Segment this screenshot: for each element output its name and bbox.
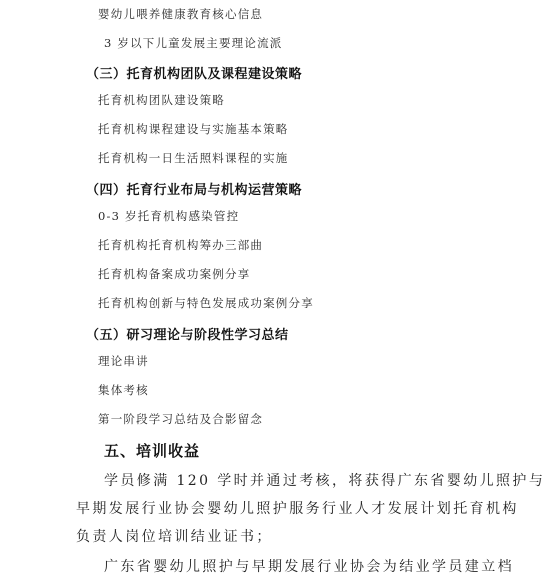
list-item: 托育机构课程建设与实施基本策略 — [98, 122, 289, 136]
list-item: 婴幼儿喂养健康教育核心信息 — [98, 7, 264, 21]
section-title: 五、培训收益 — [104, 442, 201, 460]
list-item: 托育机构备案成功案例分享 — [98, 267, 251, 281]
list-item: 托育机构创新与特色发展成功案例分享 — [98, 296, 314, 310]
list-item: 托育机构团队建设策略 — [98, 93, 225, 107]
list-item: 第一阶段学习总结及合影留念 — [98, 412, 264, 426]
paragraph-line: 早期发展行业协会婴幼儿照护服务行业人才发展计划托育机构 — [76, 501, 519, 517]
list-item: 托育机构一日生活照料课程的实施 — [98, 151, 289, 165]
subsection-heading: （三）托育机构团队及课程建设策略 — [86, 67, 303, 82]
paragraph-line: 负责人岗位培训结业证书； — [76, 529, 273, 545]
paragraph-line: 广东省婴幼儿照护与早期发展行业协会为结业学员建立档 — [104, 559, 514, 575]
list-item: 托育机构托育机构筹办三部曲 — [98, 238, 264, 252]
list-item: 理论串讲 — [98, 354, 149, 368]
subsection-heading: （五）研习理论与阶段性学习总结 — [86, 328, 289, 343]
subsection-heading: （四）托育行业布局与机构运营策略 — [86, 183, 303, 198]
list-item: 3 岁以下儿童发展主要理论流派 — [104, 36, 283, 50]
list-item: 0-3 岁托育机构感染管控 — [98, 209, 240, 223]
paragraph-line: 学员修满 120 学时并通过考核，将获得广东省婴幼儿照护与 — [104, 473, 546, 489]
list-item: 集体考核 — [98, 383, 149, 397]
